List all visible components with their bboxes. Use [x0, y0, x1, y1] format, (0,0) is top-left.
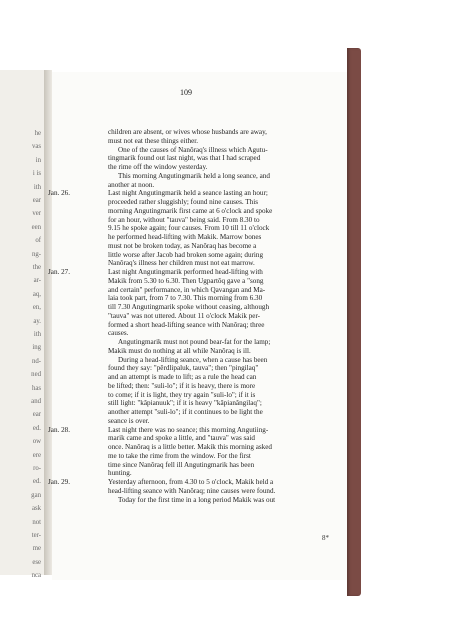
line-text: be lifted; then: "suli-lo"; if it is heavy, there is more	[108, 381, 256, 390]
line-text: Last night Angutingmarik held a seance lasting an hour;	[108, 189, 268, 198]
line-text: Nanôraq's illness her children must not eat marrow.	[108, 259, 255, 268]
text-line	[48, 242, 338, 251]
entry-date: Jan. 29.	[48, 478, 71, 486]
line-text: and certain" performance, in which Qavangan and Ma-	[108, 285, 266, 294]
text-line	[48, 356, 338, 365]
left-page-fragment: ing	[32, 344, 41, 352]
text-line	[48, 487, 338, 496]
line-text: marik came and spoke a little, and "tauva" was said	[108, 434, 256, 443]
text-line	[48, 434, 338, 443]
line-text: Angutingmarik must not pound bear-fat for the lamp;	[118, 338, 271, 346]
text-line	[48, 469, 338, 478]
line-text: During a head-lifting seance, when a cause has been	[118, 355, 268, 364]
signature-mark: 8*	[322, 534, 329, 542]
line-text: to come; if it is light, they try again "suli-lo"; if it is	[108, 390, 256, 399]
left-page-fragment: ith	[33, 331, 41, 338]
left-page-fragment: me	[32, 545, 41, 553]
left-page-fragment: gan	[31, 491, 41, 499]
entry-date: Jan. 26.	[48, 189, 71, 198]
line-text: Yesterday afternoon, from 4.30 to 5 o'clock, Makik held a	[108, 478, 274, 486]
line-text: time since Nanôraq fell ill Angutingmarik has been	[108, 460, 255, 469]
line-text: another at noon.	[108, 180, 155, 189]
left-page-fragment: in	[35, 156, 41, 164]
text-line	[48, 443, 338, 452]
text-line	[48, 312, 338, 321]
text-line	[48, 259, 338, 268]
line-text: Last night Angutingmarik performed head-lifting with	[108, 268, 263, 276]
text-line	[48, 329, 338, 338]
text-line	[48, 382, 338, 391]
text-line	[48, 391, 338, 400]
line-text: Makik from 5.30 to 6.30. Then Ugpartôq gave a "song	[108, 276, 264, 285]
line-text: found they say: "pêrdlipaluk, tauva"; then "pingilaq"	[108, 364, 259, 373]
line-text: formed a short head-lifting seance with Nanôraq; three	[108, 320, 265, 329]
left-page-fragment: not	[32, 518, 41, 526]
left-page-fragment: has	[31, 384, 41, 392]
left-page-edge	[0, 70, 45, 580]
text-line	[48, 137, 338, 146]
text-line	[48, 146, 338, 155]
text-line	[48, 172, 338, 181]
left-page-fragment: ask	[31, 505, 41, 513]
line-text: Today for the first time in a long period Makik was out	[118, 495, 276, 504]
line-text: for an hour, without "tauva" being said. From 8.30 to	[108, 215, 260, 224]
line-text: This morning Angutingmarik held a long seance, and	[118, 171, 270, 180]
line-text: laia took part, from 7 to 7.30. This morning from 6.30	[108, 294, 263, 303]
text-line	[48, 198, 338, 207]
text-line	[48, 452, 338, 461]
left-page-fragment: the	[32, 264, 41, 271]
line-text: once. Nanôraq is a little better. Makik this morning asked	[108, 443, 272, 451]
line-text: little worse after Jacob had broken some again; during	[108, 250, 264, 259]
page-number: 109	[180, 88, 192, 97]
left-page-fragment: ere	[32, 451, 41, 459]
line-text: and an attempt is made to lift; as a rule the head can	[108, 373, 257, 381]
text-line	[48, 347, 338, 356]
line-text: hunting.	[108, 469, 132, 478]
line-text: must not be broken today, as Nanôraq has become a	[108, 241, 257, 250]
text-line	[48, 163, 338, 172]
left-page-fragment: ar-	[33, 277, 41, 285]
book-cover-edge	[347, 48, 361, 596]
text-line	[48, 321, 338, 330]
entry-date: Jan. 27.	[48, 268, 71, 276]
entry-date: Jan. 28.	[48, 425, 71, 434]
text-line	[48, 399, 338, 408]
left-page-fragment: ver	[32, 210, 41, 218]
text-line	[48, 181, 338, 190]
line-text: One of the causes of Nanôraq's illness which Agutu-	[118, 145, 268, 154]
text-line	[48, 216, 338, 225]
left-page-fragment: he	[34, 130, 41, 137]
text-line	[48, 128, 338, 137]
line-text: another attempt "suli-lo"; if it continues to be light the	[108, 408, 263, 416]
left-page-fragment: ese	[32, 558, 41, 566]
line-text: 9.15 he spoke again; four causes. From 10 till 11 o'clock	[108, 224, 270, 233]
left-page-fragment: nd-	[31, 357, 41, 365]
left-page-fragment: aq,	[32, 290, 41, 298]
left-page-fragment: een	[31, 223, 41, 231]
line-text: he performed head-lifting with Makik. Marrow bones	[108, 233, 262, 241]
left-page-fragment: ay.	[33, 317, 41, 325]
left-page-fragment: ear	[32, 197, 41, 204]
text-line	[48, 338, 338, 347]
text-line	[48, 251, 338, 260]
left-page-fragment: ter-	[31, 532, 41, 539]
text-line	[48, 286, 338, 295]
line-text: the rime off the window yesterday.	[108, 163, 208, 171]
left-page-fragment: ith	[33, 183, 41, 191]
left-page-fragment: ro-	[33, 465, 41, 472]
line-text: Makik must do nothing at all while Nanôraq is ill.	[108, 346, 251, 355]
left-page-fragment: ng-	[31, 250, 41, 258]
line-text: children are absent, or wives whose husbands are away,	[108, 128, 267, 136]
text-line	[48, 189, 338, 198]
text-line	[48, 268, 338, 277]
line-text: "tauva" was not uttered. About 11 o'clock Makik per-	[108, 311, 261, 320]
left-page-fragment: ned	[31, 371, 41, 379]
line-text: seance is over.	[108, 416, 150, 425]
left-page-fragment: i is	[32, 170, 41, 178]
left-page-fragment: nca	[31, 572, 41, 580]
line-text: proceeded rather sluggishly; found nine causes. This	[108, 198, 258, 206]
text-line	[48, 154, 338, 163]
left-page-fragment: and	[31, 398, 41, 405]
text-line	[48, 496, 338, 505]
text-line	[48, 426, 338, 435]
line-text: causes.	[108, 329, 129, 338]
left-page-fragment: ow	[32, 438, 41, 446]
left-page-fragment: ed.	[32, 424, 41, 432]
text-line	[48, 408, 338, 417]
left-page-fragment: vas	[31, 143, 41, 151]
text-line	[48, 233, 338, 242]
line-text: Last night there was no seance; this morning Angutiing-	[108, 425, 269, 434]
text-line	[48, 461, 338, 470]
left-page-fragment: ear	[32, 411, 41, 419]
text-line	[48, 478, 338, 487]
left-page-fragment: ed.	[32, 478, 41, 486]
line-text: head-lifting seance with Nanôraq; nine causes were found.	[108, 486, 276, 495]
left-page-fragment: of	[35, 237, 41, 245]
text-line	[48, 364, 338, 373]
line-text: me to take the rime from the window. For the first	[108, 451, 251, 460]
line-text: till 7.30 Angutingmarik spoke without ceasing, although	[108, 303, 270, 311]
text-line	[48, 294, 338, 303]
line-text: morning Angutingmarik first came at 6 o'clock and spoke	[108, 206, 273, 215]
text-line	[48, 224, 338, 233]
text-line	[48, 303, 338, 312]
text-line	[48, 417, 338, 426]
text-line	[48, 277, 338, 286]
line-text: tingmarik found out last night, was that I had scraped	[108, 154, 261, 163]
text-line	[48, 207, 338, 216]
left-page-fragment: en,	[32, 304, 41, 312]
line-text: still light: "kâpianuuk"; if it is heavy "kâpianângilaq";	[108, 399, 262, 408]
line-text: must not eat these things either.	[108, 136, 199, 145]
text-line	[48, 373, 338, 382]
page-body	[48, 128, 338, 504]
